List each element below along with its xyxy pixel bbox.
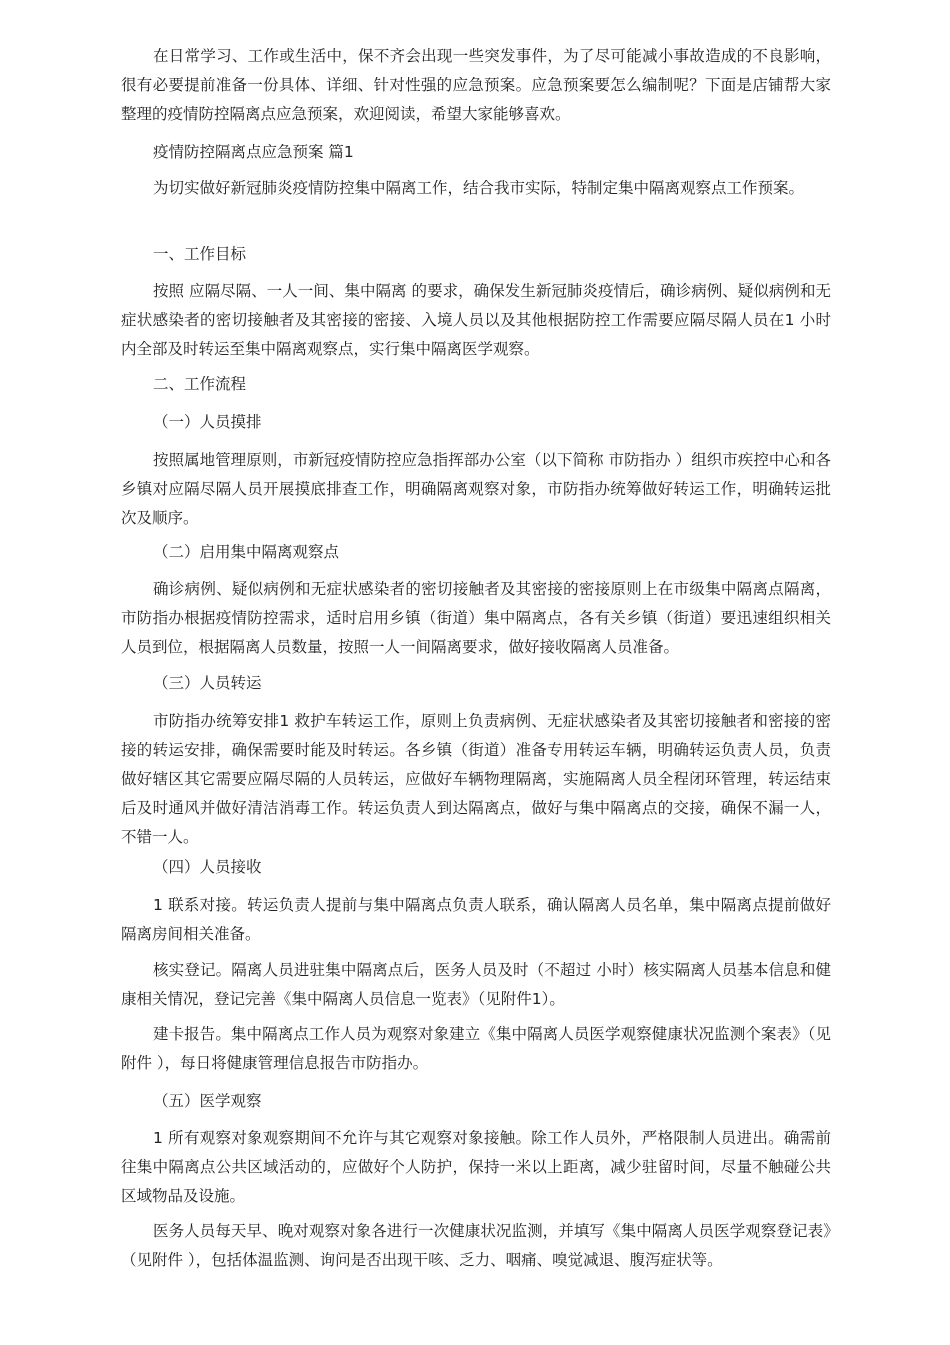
subsection-2-heading: （二）启用集中隔离观察点: [153, 543, 340, 561]
subsection-4-item-3: 建卡报告。集中隔离点工作人员为观察对象建立《集中隔离人员医学观察健康状况监测个案表》（见附件 ），每日将健康管理信息报告市防指办。: [121, 1025, 831, 1072]
subsection-5-item-2: 医务人员每天早、晚对观察对象各进行一次健康状况监测，并填写《集中隔离人员医学观察登记表》（见附件 ），包括体温监测、询问是否出现干咳、乏力、咽痛、嗅觉减退、腹泻症状等。: [121, 1222, 831, 1269]
subsection-5-item-1: 1 所有观察对象观察期间不允许与其它观察对象接触。除工作人员外，严格限制人员进出。确需前往集中隔离点公共区域活动的，应做好个人防护，保持一米以上距离，减少驻留时间，尽量不触碰公共区域物品及设施。: [121, 1129, 831, 1205]
section-1-body: 按照 应隔尽隔、一人一间、集中隔离 的要求，确保发生新冠肺炎疫情后，确诊病例、疑似病例和无症状感染者的密切接触者及其密接的密接、入境人员以及其他根据防控工作需要应隔尽隔人员在1 小时内全部及时转运至集中隔离观察点，实行集中隔离医学观察。: [121, 282, 831, 358]
purpose-paragraph: 为切实做好新冠肺炎疫情防控集中隔离工作，结合我市实际，特制定集中隔离观察点工作预案。: [153, 179, 805, 197]
intro-paragraph: 在日常学习、工作或生活中，保不齐会出现一些突发事件，为了尽可能减小事故造成的不良影响，很有必要提前准备一份具体、详细、针对性强的应急预案。应急预案要怎么编制呢？下面是店铺帮大家整理的疫情防控隔离点应急预案，欢迎阅读，希望大家能够喜欢。: [121, 47, 831, 123]
subsection-2-body: 确诊病例、疑似病例和无症状感染者的密切接触者及其密接的密接原则上在市级集中隔离点隔离，市防指办根据疫情防控需求，适时启用乡镇（街道）集中隔离点，各有关乡镇（街道）要迅速组织相关人员到位，根据隔离人员数量，按照一人一间隔离要求，做好接收隔离人员准备。: [121, 580, 831, 656]
section-2-heading: 二、工作流程: [153, 375, 247, 393]
document-title: 疫情防控隔离点应急预案 篇1: [153, 143, 354, 161]
subsection-1-body: 按照属地管理原则，市新冠疫情防控应急指挥部办公室（以下简称 市防指办 ）组织市疾控中心和各乡镇对应隔尽隔人员开展摸底排查工作，明确隔离观察对象，市防指办统筹做好转运工作，明确转运批次及顺序。: [121, 451, 831, 527]
subsection-4-item-2: 核实登记。隔离人员进驻集中隔离点后，医务人员及时（不超过 小时）核实隔离人员基本信息和健康相关情况，登记完善《集中隔离人员信息一览表》（见附件1）。: [121, 961, 831, 1008]
subsection-5-heading: （五）医学观察: [153, 1092, 262, 1110]
subsection-3-body: 市防指办统筹安排1 救护车转运工作，原则上负责病例、无症状感染者及其密切接触者和密接的密接的转运安排，确保需要时能及时转运。各乡镇（街道）准备专用转运车辆，明确转运负责人员，负责做好辖区其它需要应隔尽隔的人员转运，应做好车辆物理隔离，实施隔离人员全程闭环管理，转运结束后及时通风并做好清洁消毒工作。转运负责人到达隔离点，做好与集中隔离点的交接，确保不漏一人，不错一人。: [121, 712, 831, 846]
subsection-1-heading: （一）人员摸排: [153, 413, 262, 431]
subsection-4-item-1: 1 联系对接。转运负责人提前与集中隔离点负责人联系，确认隔离人员名单，集中隔离点提前做好隔离房间相关准备。: [121, 896, 831, 943]
subsection-4-heading: （四）人员接收: [153, 858, 262, 876]
section-1-heading: 一、工作目标: [153, 245, 247, 263]
subsection-3-heading: （三）人员转运: [153, 674, 262, 692]
